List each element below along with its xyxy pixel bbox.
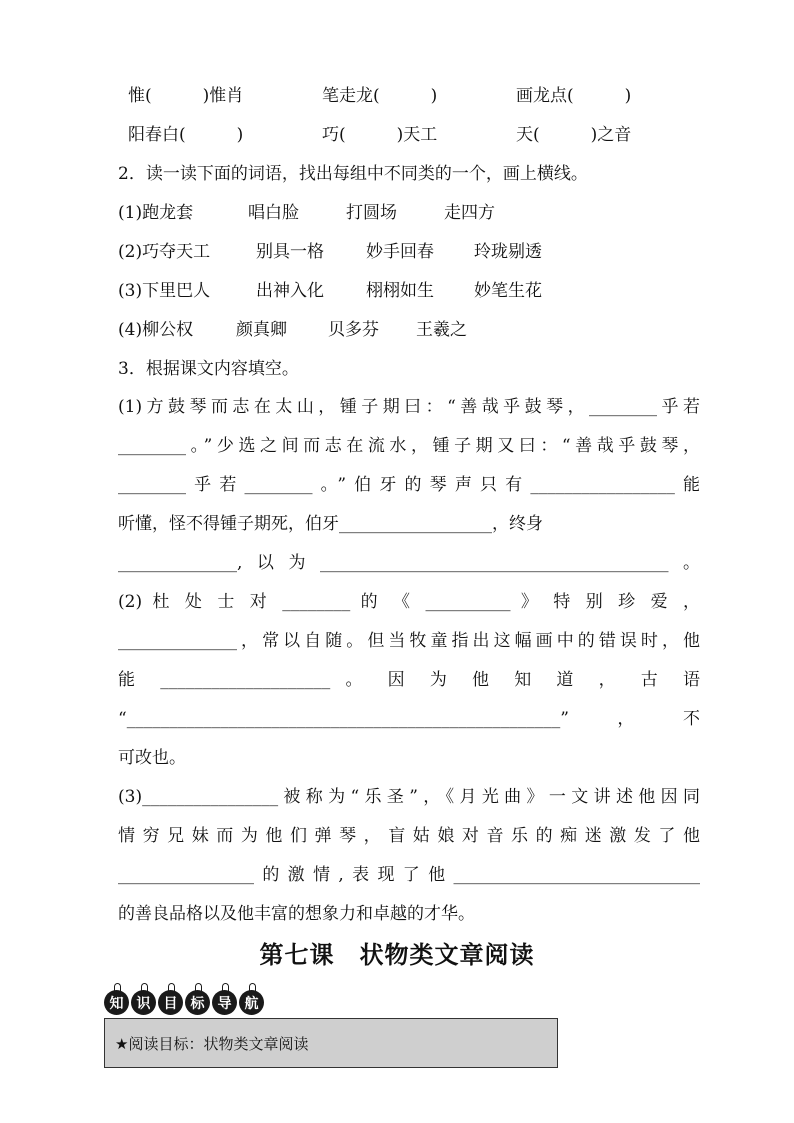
word: 玲珑剔透 bbox=[474, 242, 542, 262]
idiom-blank: 天( )之音 bbox=[516, 125, 632, 145]
question-2-title: 2．读一读下面的词语，找出每组中不同类的一个，画上横线。 bbox=[118, 164, 588, 184]
fill-line: (1)方鼓琴而志在太山，锺子期曰：“善哉乎鼓琴，________乎若 bbox=[118, 397, 700, 417]
fill-line: 的善良品格以及他丰富的想象力和卓越的才华。 bbox=[118, 904, 475, 924]
word: 颜真卿 bbox=[236, 320, 287, 340]
word: 栩栩如生 bbox=[366, 281, 434, 301]
fill-line: 能 ____________________ 。 因 为 他 知 道 ， 古 语 bbox=[118, 670, 700, 690]
word: 贝多芬 bbox=[328, 320, 379, 340]
word: (1)跑龙套 bbox=[118, 203, 194, 223]
nav-badge: 知 bbox=[104, 990, 129, 1015]
word: 出神入化 bbox=[256, 281, 324, 301]
fill-line: ______________,以为_________________________________________。 bbox=[118, 553, 700, 573]
word: (2)巧夺天工 bbox=[118, 242, 211, 262]
fill-line: 情 穷 兄 妹 而 为 他 们 弹 琴 ， 盲 姑 娘 对 音 乐 的 痴 迷 激 发 了 他 bbox=[118, 826, 700, 846]
nav-badge: 导 bbox=[212, 990, 237, 1015]
word: 打圆场 bbox=[346, 203, 397, 223]
lesson-title: 第七课 状物类文章阅读 bbox=[259, 941, 535, 969]
nav-badge: 目 bbox=[158, 990, 183, 1015]
fill-line: ________________的激情,表现了他_____________________________ bbox=[118, 865, 700, 885]
fill-line: “___________________________________________________”，不 bbox=[118, 709, 700, 729]
question-3-title: 3．根据课文内容填空。 bbox=[118, 359, 299, 379]
fill-line: (2) 杜 处 士 对 ________ 的 《 __________ 》 特 别 珍 爱 ， bbox=[118, 592, 700, 612]
idiom-blank: 画龙点( ) bbox=[516, 86, 632, 106]
idiom-blank: 阳春白( ) bbox=[128, 125, 244, 145]
nav-badge: 航 bbox=[239, 990, 264, 1015]
word: 王羲之 bbox=[416, 320, 467, 340]
word: 别具一格 bbox=[256, 242, 324, 262]
fill-line: 可改也。 bbox=[118, 748, 186, 768]
word: 走四方 bbox=[444, 203, 495, 223]
word: 妙手回春 bbox=[366, 242, 434, 262]
reading-goal-box bbox=[104, 1018, 558, 1068]
reading-goal-text: ★阅读目标：状物类文章阅读 bbox=[115, 1035, 309, 1053]
idiom-blank: 笔走龙( ) bbox=[322, 86, 438, 106]
fill-line: (3)________________被称为“乐圣”，《月光曲》一文讲述他因同 bbox=[118, 787, 700, 807]
fill-line: ________。”少选之间而志在流水，锺子期又曰：“善哉乎鼓琴， bbox=[118, 436, 700, 456]
idiom-blank: 惟( )惟肖 bbox=[128, 86, 244, 106]
fill-line: ________乎若________。”伯牙的琴声只有_________________能 bbox=[118, 475, 700, 495]
idiom-blank: 巧( )天工 bbox=[322, 125, 438, 145]
nav-badge: 识 bbox=[131, 990, 156, 1015]
word: (3)下里巴人 bbox=[118, 281, 211, 301]
fill-line: 听懂，怪不得锺子期死，伯牙__________________，终身 bbox=[118, 514, 543, 534]
word: 唱白脸 bbox=[248, 203, 299, 223]
fill-line: ______________，常以自随。但当牧童指出这幅画中的错误时，他 bbox=[118, 631, 700, 651]
word: 妙笔生花 bbox=[474, 281, 542, 301]
knowledge-goal-nav bbox=[104, 990, 264, 1015]
nav-badge: 标 bbox=[185, 990, 210, 1015]
word: (4)柳公权 bbox=[118, 320, 194, 340]
